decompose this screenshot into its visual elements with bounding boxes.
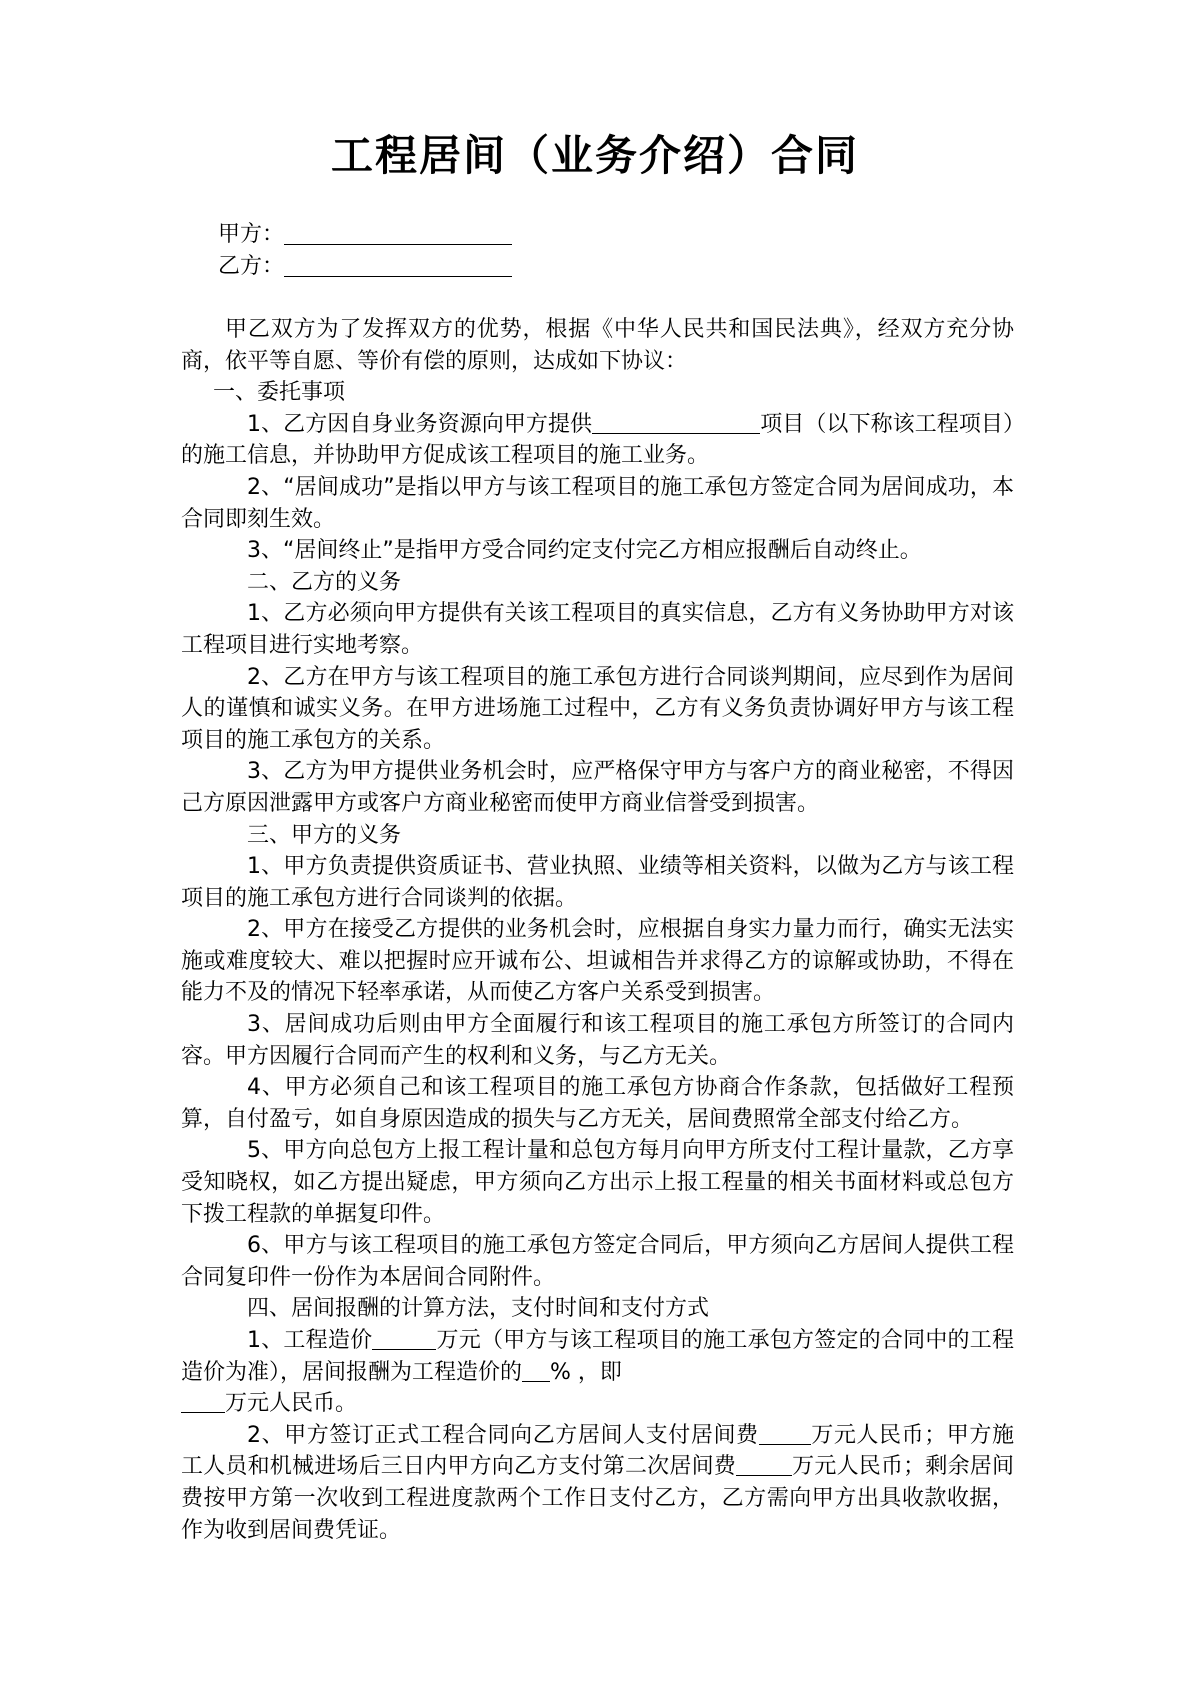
clause-4-1-part-a: 1、工程造价 [247,1328,373,1353]
party-b-label: 乙方： [218,254,285,279]
party-a-line [218,219,512,251]
clause-3-2: 2、甲方在接受乙方提供的业务机会时，应根据自身实力量力而行，确实无法实施或难度较大、难以把握时应开诚布公、坦诚相告并求得乙方的谅解或协助，不得在能力不及的情况下轻率承诺，从而使乙方客户关系受到损害。 [181,917,1014,1006]
clause-1-1-part-a: 1、乙方因自身业务资源向甲方提供 [247,411,593,437]
clause-3-5: 5、甲方向总包方上报工程计量和总包方每月向甲方所支付工程计量款，乙方享受知晓权，如乙方提出疑虑，甲方须向乙方出示上报工程量的相关书面材料或总包方下拨工程款的单据复印件。 [181,1138,1014,1227]
clause-4-2-part-a: 2、甲方签订正式工程合同向乙方居间人支付居间费 [247,1422,759,1448]
clause-4-2-part-c: 万元人民币；剩余居间费按甲方第一次收到工程进度款两个工作日支付乙方，乙方需向甲方出具收款收据，作为收到居间费凭证。 [181,1454,1014,1543]
project-name-blank [592,411,760,434]
clause-1-1-part-b: 项目（以下称该工程项目）的施工信息，并协助甲方促成该工程项目的施工业务。 [181,411,1014,469]
clause-2-2: 2、乙方在甲方与该工程项目的施工承包方进行合同谈判期间，应尽到作为居间人的谨慎和诚实义务。在甲方进场施工过程中，乙方有义务负责协调好甲方与该工程项目的施工承包方的关系。 [181,664,1014,753]
party-b-blank [284,252,512,277]
clause-3-6: 6、甲方与该工程项目的施工承包方签定合同后，甲方须向乙方居间人提供工程合同复印件一份作为本居间合同附件。 [181,1233,1014,1290]
clause-4-1-part-c: % ，即 [550,1359,622,1385]
contract-body [181,314,1014,1546]
party-a-blank [284,220,512,245]
clause-3-1: 1、甲方负责提供资质证书、营业执照、业绩等相关资料，以做为乙方与该工程项目的施工承包方进行合同谈判的依据。 [181,854,1014,911]
clause-3-4: 4、甲方必须自己和该工程项目的施工承包方协商合作条款，包括做好工程预算，自付盈亏，如自身原因造成的损失与乙方无关，居间费照常全部支付给乙方。 [181,1075,1014,1132]
clause-2-3: 3、乙方为甲方提供业务机会时，应严格保守甲方与客户方的商业秘密，不得因己方原因泄露甲方或客户方商业秘密而使甲方商业信誉受到损害。 [181,759,1014,816]
clause-4-2-part-b: 万元人民币；甲方施工人员和机械进场后三日内甲方向乙方支付第二次居间费 [181,1422,1014,1480]
document-title: 工程居间（业务介绍）合同 [330,131,859,180]
clause-2-1: 1、乙方必须向甲方提供有关该工程项目的真实信息，乙方有义务协助甲方对该工程项目进行实地考察。 [181,601,1014,658]
fee-percent-blank [522,1359,550,1382]
intro-paragraph: 甲乙双方为了发挥双方的优势，根据《中华人民共和国民法典》，经双方充分协商，依平等自愿、等价有偿的原则，达成如下协议： [181,317,1014,374]
clause-4-2 [181,1420,1014,1546]
section-4-heading: 四、居间报酬的计算方法，支付时间和支付方式 [247,1296,710,1322]
clause-1-1 [181,409,1014,472]
first-fee-blank [759,1422,811,1445]
section-3-heading: 三、甲方的义务 [247,822,402,848]
project-cost-blank [372,1327,436,1350]
party-b-line [218,251,512,283]
section-1-heading: 一、委托事项 [213,380,346,406]
second-fee-blank [736,1453,792,1476]
clause-3-3: 3、居间成功后则由甲方全面履行和该工程项目的施工承包方所签订的合同内容。甲方因履行合同而产生的权利和义务，与乙方无关。 [181,1012,1014,1069]
clause-4-1-part-b: 万元（甲方与该工程项目的施工承包方签定的合同中的工程造价为准），居间报酬为工程造价的 [181,1328,1014,1385]
clause-4-1-part-d: 万元人民币。 [225,1391,358,1417]
section-2-heading: 二、乙方的义务 [247,569,402,595]
clause-1-2: 2、“居间成功”是指以甲方与该工程项目的施工承包方签定合同为居间成功，本合同即刻生效。 [181,474,1014,532]
party-a-label: 甲方： [218,222,285,247]
fee-amount-blank [181,1390,225,1413]
clause-1-3: 3、“居间终止”是指甲方受合同约定支付完乙方相应报酬后自动终止。 [247,538,922,564]
clause-4-1 [181,1325,1014,1420]
